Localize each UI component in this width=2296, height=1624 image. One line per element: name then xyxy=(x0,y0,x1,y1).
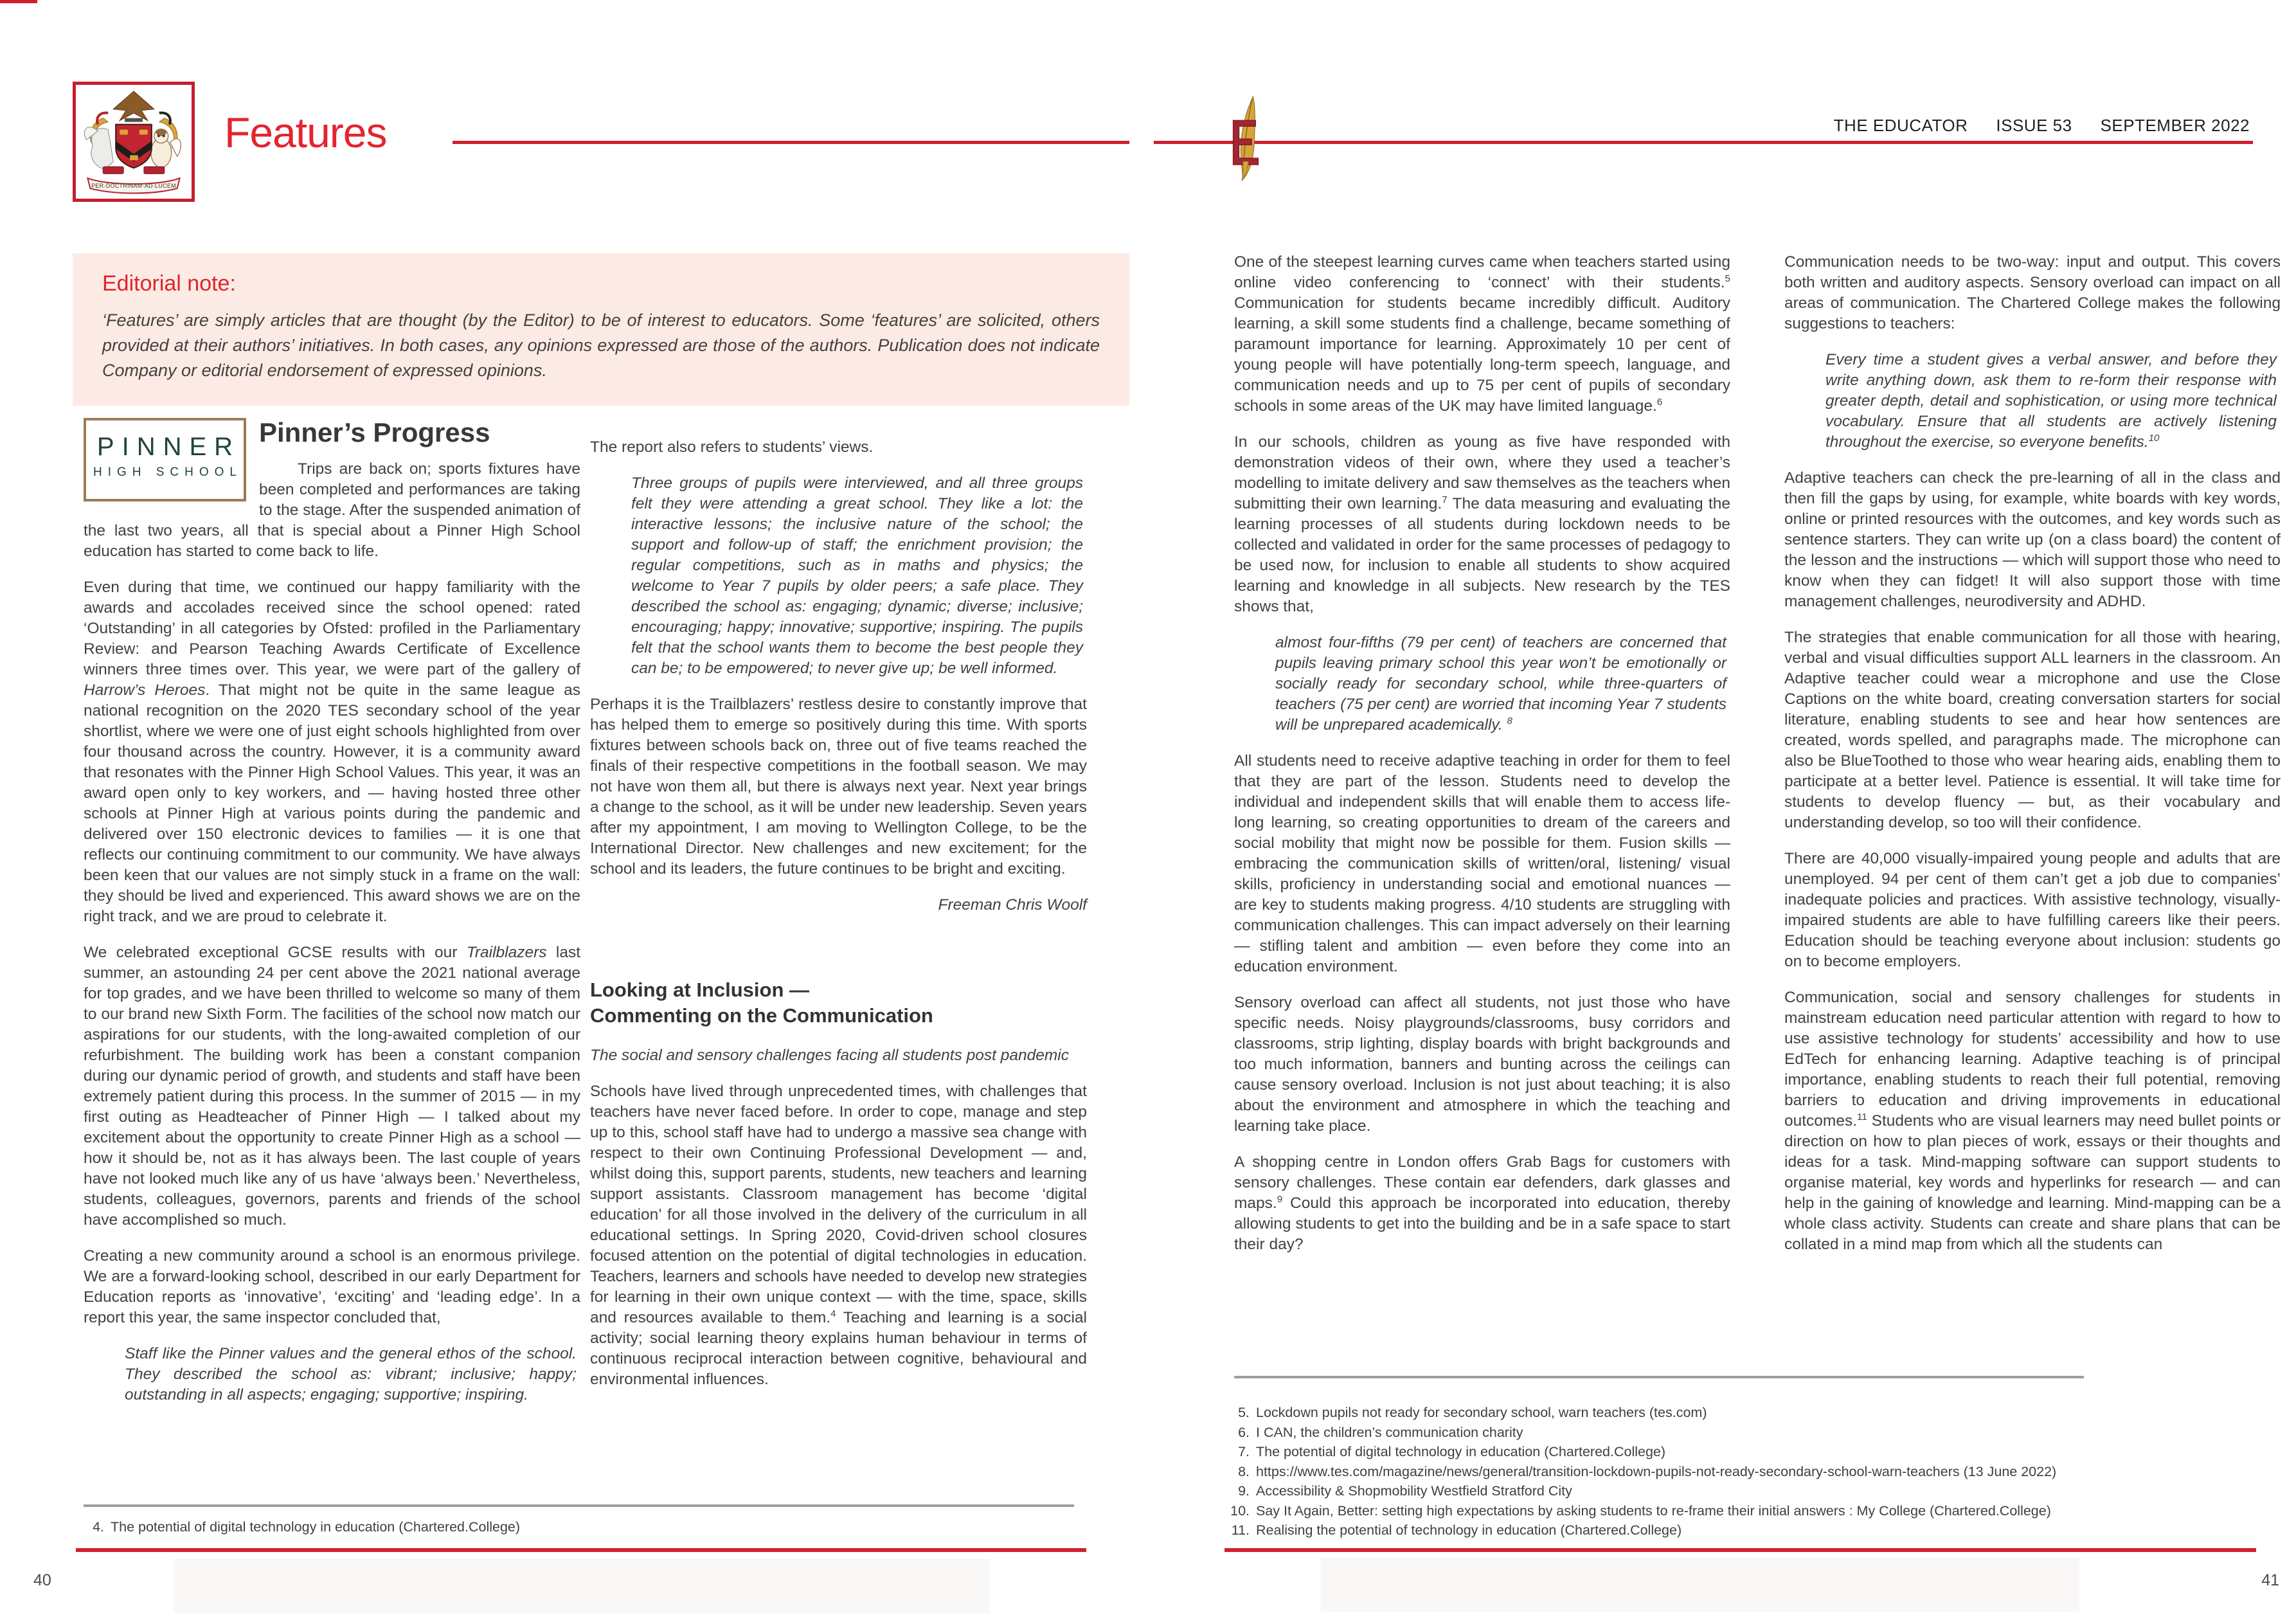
footnote-marker: 8 xyxy=(1507,715,1512,726)
footnote xyxy=(1229,1483,2257,1500)
text-run: Could this approach be incorporated into education, thereby allowing students to get into the building and be in a safe space to start their day? xyxy=(1234,1195,1730,1253)
text-run: Communication for students became incredibly difficult. Auditory learning, a skill some students find a challenge, became something of paramount importance for learning. Approximately 10 per cent of young people will have potentially long-term speech, language, and communication needs and up to 75 per cent of pupils of secondary schools in some areas of the UK may have limited language. xyxy=(1234,294,1730,415)
editorial-note-box xyxy=(73,253,1129,406)
footnote xyxy=(1229,1404,2257,1421)
paragraph: There are 40,000 visually-impaired young people and adults that are unemployed. 94 per cent of them can’t get a job due to companies’ inadequate policies and practices. With assistive technology, visually-impaired students are able to have fulfilling careers like their peers. Education should be teaching everyone about inclusion: students go on to become employers. xyxy=(1784,850,2281,970)
paragraph: Sensory overload can affect all students, not just those who have specific needs. Noisy playgrounds/classrooms, busy corridors and classrooms, strip lighting, display boards with bright backgrounds and too much information, banners and bunting across the ceilings can cause sensory overload. Inclusion is not just about teaching; it is also about the environment and atmosphere in which the teaching and learning take place. xyxy=(1234,994,1730,1135)
paragraph: Trips are back on; sports fixtures have been completed and performances are taking to the stage. After the suspended animation of the last two years, all that is special about a Pinner High School education has started to come back to life. xyxy=(84,460,580,560)
paragraph xyxy=(590,1081,1087,1390)
quill-e-icon xyxy=(1225,95,1266,181)
page-number-left: 40 xyxy=(33,1571,51,1589)
pinner-high-school-logo xyxy=(84,418,246,501)
footnote-marker: 5 xyxy=(1725,273,1730,284)
footnote-number: 7. xyxy=(1238,1444,1250,1459)
educators-crest-logo xyxy=(73,82,195,202)
text-run: last summer, an astounding 24 per cent above the 2021 national average for top grades, and we have been thrilled to welcome so many of them to our brand new Sixth Form. The facilities of the school now match our aspirations for our students, with the long-awaited completion of our refurbishment. The building work has been a constant companion during our dynamic period of growth, and students and staff have been extremely patient during this process. In the summer of 2015 — in my first outing as Headteacher of Pinner High — I talked about my excitement about the opportunity to create Pinner High as a school — how it should be, not as it has always been. The last couple of years have not looked much like any of us have ‘always been.’ Nevertheless, students, colleagues, governors, parents and friends of the school have accomplished so much. xyxy=(84,944,580,1229)
school-logo-name: PINNER xyxy=(96,433,241,461)
footnote-marker: 6 xyxy=(1656,396,1663,408)
paragraph xyxy=(84,577,580,927)
page-number-right: 41 xyxy=(2261,1571,2279,1589)
paragraph xyxy=(84,943,580,1231)
footnote-text: The potential of digital technology in education (Chartered.College) xyxy=(111,1519,521,1535)
text-run: Students who are visual learners may need bullet points or direction on how to plan pieces of work, essays or their thoughts and ideas for a task. Mind-mapping software can support students to organise material, key words and hyperlinks for research — and can help in the gaining of knowledge and learning. Mind-mapping can be a whole class activity. Students can create and share plans that can be collated in a mind map from which all the students can xyxy=(1784,1112,2281,1253)
right-column-1 xyxy=(1234,252,1730,1270)
footnote xyxy=(1229,1502,2257,1520)
paragraph xyxy=(1234,252,1730,417)
footnote-number: 10. xyxy=(1230,1502,1250,1519)
footnote-marker: 11 xyxy=(1857,1111,1867,1123)
footnote xyxy=(1229,1443,2257,1461)
text-run: In our schools, children as young as five have responded with demonstration videos of their own, where they used a teacher’s modelling to imitate delivery and saw themselves as the teachers when submitting their own learning. xyxy=(1234,433,1730,512)
footnote-text: Say It Again, Better: setting high expectations by asking students to re-frame their initial answers : My College (Chartered.College) xyxy=(1256,1502,2051,1519)
text-run: almost four-fifths (79 per cent) of teachers are concerned that pupils leaving primary school this year won’t be emotionally or socially ready for secondary school, while three-quarters of teachers (75 per cent) are worried that incoming Year 7 students will be unprepared academically. xyxy=(1275,634,1726,734)
title-line: Commenting on the Communication xyxy=(590,1004,933,1027)
pull-quote: Staff like the Pinner values and the general ethos of the school. They described the school as: vibrant; inclusive; happy; outstanding in all aspects; engaging; supportive; inspiring. xyxy=(125,1345,577,1403)
footnote-number: 4. xyxy=(93,1519,104,1535)
footnote-number: 5. xyxy=(1238,1405,1250,1420)
right-column-2 xyxy=(1784,252,2281,1270)
footnote xyxy=(1229,1424,2257,1441)
paragraph: All students need to receive adaptive teaching in order for them to feel that they are part of the lesson. Students need to develop the individual and independent skills that will enable them to access life-long learning, so creating opportunities to dream of the careers and social mobility that might now be possible for them. Fusion skills — embracing the communication skills of written/oral, listening/ visual skills, proficiency in understanding social and emotional nuances — are key to students making progress. 4/10 students are struggling with communication challenges. This can impact adversely on their learning — stifling talent and ambition — even before they come into an education environment. xyxy=(1234,752,1730,975)
footnote-marker: 7 xyxy=(1442,494,1448,505)
footnote-number: 11. xyxy=(1231,1522,1250,1538)
text-run: . That might not be quite in the same league as national recognition on the 2020 TES secondary school of the year shortlist, where we were one of just eight schools highlighted from over four thousand across the country. However, it is a community award that resonates with the Pinner High School Values. This year, it was an award open only to key workers, and — having hosted three other schools at Pinner High at various points during the pandemic and delivered over 150 electronic devices to families — it is one that reflects our continuing commitment to our community. We have always been keen that our values are not simply stuck in a frame on the wall: they should be lived and experienced. This award shows we are on the right track, and we are proud to celebrate it. xyxy=(84,681,580,925)
text-run: Even during that time, we continued our happy familiarity with the awards and accolades received since the school opened: rated ‘Outstanding’ in all categories by Ofsted: profiled in the Parliamentary Review: and Pearson Teaching Awards Certificate of Excellence winners three times over. This year, we were part of the gallery of xyxy=(84,579,580,678)
paragraph xyxy=(1234,1152,1730,1255)
footnote-text: Lockdown pupils not ready for secondary school, warn teachers (tes.com) xyxy=(1256,1405,1707,1420)
footnotes-right xyxy=(1229,1404,2257,1542)
magazine-name: THE EDUCATOR xyxy=(1833,116,1968,135)
paragraph xyxy=(1784,988,2281,1255)
footnote-number: 6. xyxy=(1238,1424,1250,1440)
footnote-text: https://www.tes.com/magazine/news/general/transition-lockdown-pupils-not-ready-secondary-school-warn-teachers (13 June 2022) xyxy=(1256,1463,2057,1479)
footnote-text: I CAN, the children’s communication charity xyxy=(1256,1424,1523,1440)
footer-rule-left xyxy=(76,1548,1086,1552)
text-run: The data measuring and evaluating the learning processes of all students during lockdown needs to be collected and validated in order for the same processes of pedagogy to be used now, for inclusion to enable all students to show acquired learning and knowledge in all subjects. New research by the TES shows that, xyxy=(1234,495,1730,615)
footnote-number: 8. xyxy=(1238,1463,1250,1479)
paragraph: Perhaps it is the Trailblazers’ restless desire to constantly improve that has helped them to emerge so positively during this time. With sports fixtures between schools back on, three out of five teams reached the finals of their respective competitions in the football season. We may not have won them all, but there is always next year. Next year brings a change to the school, as it will be under new leadership. Seven years after my appointment, I am moving to Wellington College, to be the International Director. New challenges and new excitement; for the school and its leaders, the future continues to be bright and exciting. xyxy=(590,696,1087,878)
pull-quote xyxy=(1275,633,1726,735)
footnote-text: Accessibility & Shopmobility Westfield Stratford City xyxy=(1256,1483,1572,1499)
text-run: Communication, social and sensory challenges for students in mainstream education need particular attention with regard to how to use assistive technology for students’ accessibility and how to use EdTech for enhancing learning. Adaptive teaching is of principal importance, enabling students to reach their full potential, removing barriers to education and driving improvements in educational outcomes. xyxy=(1784,989,2281,1130)
paragraph: Communication needs to be two-way: input and output. This covers both written and auditory aspects. Sensory overload can impact on all areas of communication. The Chartered College makes the following suggestions to teachers: xyxy=(1784,253,2281,332)
crest-icon xyxy=(76,85,192,199)
paragraph: Creating a new community around a school is an enormous privilege. We are a forward-looking school, described in our early Department for Education reports as ‘innovative’, ‘exciting’ and ‘leading edge’. In a report this year, the same inspector concluded that, xyxy=(84,1247,580,1326)
left-column-1 xyxy=(84,415,580,1421)
issue-date: SEPTEMBER 2022 xyxy=(2100,116,2250,135)
paragraph: The report also refers to students’ views. xyxy=(590,438,874,456)
text-run: One of the steepest learning curves came when teachers started using online video conferencing to ‘connect’ with their students. xyxy=(1234,253,1730,291)
footnotes-left xyxy=(84,1519,1073,1536)
editorial-title: Editorial note: xyxy=(102,271,236,296)
text-run: Schools have lived through unprecedented times, with challenges that teachers have never faced before. In order to cope, manage and step up to this, school staff have had to undergo a massive sea change with respect to their own Continuing Professional Development — and, whilst doing this, support parents, students, new teachers and learning support assistants. Classroom management has become ‘digital education’ for all those involved in the delivery of the curriculum in all educational settings. In Spring 2020, Covid-driven school closures focused attention on the potential of digital technologies in education. Teachers, learners and schools have needed to develop new strategies for learning in their own unique context — with the time, space, skills and resources available to them. xyxy=(590,1083,1087,1326)
footnote-marker: 9 xyxy=(1277,1193,1283,1205)
text-run: A shopping centre in London offers Grab Bags for customers with sensory challenges. These contain ear defenders, dark glasses and maps. xyxy=(1234,1153,1730,1212)
left-column-2 xyxy=(590,437,1087,1405)
text-run: Every time a student gives a verbal answer, and before they write anything down, ask them to re-form their response with greater depth, detail and sophistication, or using more technical vocabulary. Ensure that all students are actively listening throughout the exercise, so everyone benefits. xyxy=(1825,351,2277,451)
header-rule-right xyxy=(1154,141,2253,144)
text-run: We celebrated exceptional GCSE results with our xyxy=(84,944,467,961)
pull-quote xyxy=(1825,350,2277,453)
footnote xyxy=(84,1519,1073,1536)
article2-standfirst: The social and sensory challenges facing all students post pandemic xyxy=(590,1047,1069,1064)
article2-title xyxy=(590,977,1087,1029)
footnote-marker: 4 xyxy=(830,1308,836,1319)
scan-watermark xyxy=(174,1558,990,1614)
footnote-divider xyxy=(1234,1376,2084,1378)
footnote-text: The potential of digital technology in education (Chartered.College) xyxy=(1256,1444,1666,1459)
footnote xyxy=(1229,1463,2257,1481)
footnote xyxy=(1229,1522,2257,1539)
editorial-body: ‘Features’ are simply articles that are thought (by the Editor) to be of interest to educators. Some ‘features’ are solicited, others provided at their authors’ initiatives. In both cases, any opinions expressed are those of the authors. Publication does not indicate Company or editorial endorsement of expressed opinions. xyxy=(102,311,1100,380)
school-logo-subtitle: HIGH SCHOOL xyxy=(93,465,243,479)
article-title: Pinner’s Progress xyxy=(259,417,490,447)
educator-quill-logo xyxy=(1225,95,1266,181)
paragraph xyxy=(1234,432,1730,617)
text-run: Teaching and learning is a social activity; social learning theory explains human behaviour in terms of continuous reciprocal interaction between cognitive, behavioural and environmental influences. xyxy=(590,1309,1087,1388)
pull-quote: Three groups of pupils were interviewed, and all three groups felt they were attending a great school. They like a lot: the interactive lessons; the inclusive nature of the school; the support and follow-up of staff; the enrichment provision; the regular competitions, such as in maths and physics; the welcome to Year 7 pupils by older peers; a safe place. They described the school as: engaging; dynamic; diverse; inclusive; encouraging; happy; innovative; supportive; inspiring. The pupils felt that the school wants them to become the best people they can be; to be empowered; to never give up; be well informed. xyxy=(631,474,1083,677)
footnote-divider xyxy=(84,1504,1074,1507)
footnote-text: Realising the potential of technology in education (Chartered.College) xyxy=(1256,1522,1682,1538)
section-title: Features xyxy=(224,109,387,156)
scan-watermark xyxy=(1321,1558,2079,1612)
paragraph: The strategies that enable communication for all those with hearing, verbal and visual difficulties support ALL learners in the classroom. An Adaptive teacher could wear a microphone and use the Close Captions on the white board, creating conversation starters for social literature, enabling students to see and hear how sentences are created, words spelled, and paragraphs made. The microphone can also be BlueToothed to those who wear hearing aids, enabling them to participate at a better level. Patience is essential. It will take time for students to develop fluency — but, as their vocabulary and understanding develop, so too will their confidence. xyxy=(1784,629,2281,831)
author-signature: Freeman Chris Woolf xyxy=(938,896,1087,914)
masthead xyxy=(1834,116,2250,136)
header-rule-stub xyxy=(0,0,37,3)
header-rule-left xyxy=(453,141,1129,144)
footer-rule-right xyxy=(1224,1548,2256,1552)
crest-motto: PER·DOCTRINAM·AD·LUCEM xyxy=(91,183,176,190)
paragraph: Adaptive teachers can check the pre-learning of all in the class and then fill the gaps by using, for example, white boards with key words, online or printed resources with the outcomes, and key words such as sentence starters. They can write up (on a class board) the content of the lesson and the instructions — which will support those who need to know when they can fidget! It will also support those with time management challenges, neurodiversity and ADHD. xyxy=(1784,469,2281,610)
issue-number: ISSUE 53 xyxy=(1996,116,2072,135)
footnote-number: 9. xyxy=(1238,1483,1250,1499)
title-line: Looking at Inclusion — xyxy=(590,979,809,1001)
text-run-italic: Harrow’s Heroes xyxy=(84,681,206,699)
footnote-marker: 10 xyxy=(2148,432,2160,444)
text-run-italic: Trailblazers xyxy=(466,944,547,961)
